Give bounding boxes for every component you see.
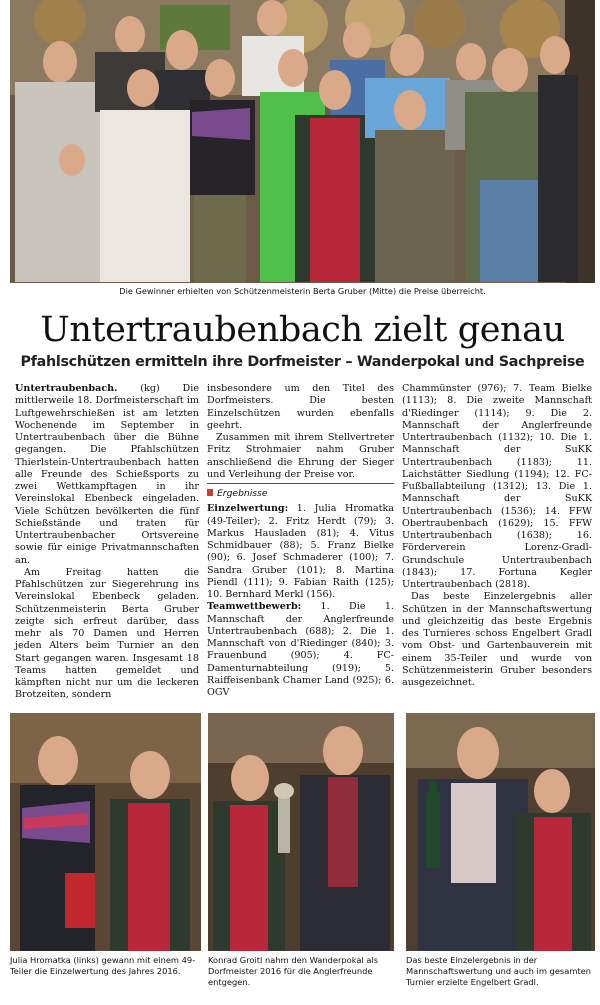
section-divider bbox=[207, 483, 394, 484]
results-label-text: Ergebnisse bbox=[217, 488, 268, 499]
top-photo-caption: Die Gewinner erhielten von Schützenmeisterin Berta Gruber (Mitte) die Preise überreicht. bbox=[119, 286, 486, 296]
caption-bottom-left: Julia Hromatka (links) gewann mit einem 49-Teiler die Einzelwertung des Jahres 2016. bbox=[10, 955, 196, 976]
headline: Untertraubenbach zielt genau bbox=[40, 310, 565, 350]
intro-text: (kg) Die mittlerweile 18. Dorfmeisterschaft im Luftgewehrschießen ist am letzten Wochenende im September in Untertraubenbach über die Bühne gegangen. Die Pfahlschützen Thierlstein-Untertraubenbach hatten alle Freunde des Schießsports zu zwei Wettkampftagen in ihr Vereinslokal Ebenbeck eingeladen. Viele Schützen bevölkerten die fünf Schießstände und traten für Untertraubenbacher Ortsvereine sowie für einige Privatmannschaften an. bbox=[15, 383, 199, 566]
results-section-label bbox=[207, 488, 394, 500]
paragraph-individual-results bbox=[207, 503, 394, 601]
photo-konrad-groitl bbox=[208, 713, 394, 951]
paragraph-awards: Zusammen mit ihrem Stellvertreter Fritz Strohmaier nahm Gruber anschließend die Ehrung der Sieger und Verleihung der Preise vor. bbox=[207, 432, 394, 480]
dateline: Untertraubenbach. bbox=[15, 383, 118, 394]
photo-julia-hromatka bbox=[10, 713, 201, 951]
article-column-1 bbox=[15, 383, 199, 702]
team-label: Teamwettbewerb: bbox=[207, 601, 302, 613]
paragraph-team-results-cont: Chammünster (976); 7. Team Bielke (1113); 8. Die zweite Mannschaft d'Riedinger (1114); 9. Die 2. Mannschaft der Anglerfreunde Untertraubenbach (1132); 10. Die 1. Mannschaft der SuKK Untertraubenbach (1183); 11. Laichstätter Siedlung (1194); 12. FC-Fußballabteilung (1312); 13. Die 1. Mannschaft der SuKK Untertraubenbach (1536); 14. FFW Obertraubenbach (1629); 15. FFW Untertraubenbach (1638); 16. Förderverein Lorenz-Gradl-Grundschule Untertraubenbach (1843); 17. Fortuna Kegler Untertraubenbach (2818). bbox=[402, 383, 592, 590]
article-column-2 bbox=[207, 383, 394, 699]
paragraph-intro bbox=[15, 383, 199, 567]
paragraph-team-results bbox=[207, 601, 394, 699]
caption-bottom-right: Das beste Einzelergebnis in der Mannschaftswertung und auch im gesamten Turnier erzielte Engelbert Gradl. bbox=[406, 955, 592, 987]
caption-bottom-middle: Konrad Groitl nahm den Wanderpokal als Dorfmeister 2016 für die Anglerfreunde entgegen. bbox=[208, 955, 379, 987]
photo-engelbert-gradl bbox=[406, 713, 595, 951]
section-marker bbox=[207, 489, 213, 496]
article-column-3 bbox=[402, 383, 592, 689]
individual-results-text: 1. Julia Hromatka (49-Teiler); 2. Fritz Herdt (79); 3. Markus Hausladen (81); 4. Vitus Schmidbauer (88); 5. Franz Bielke (90); 6. Josef Schmaderer (100); 7. Sandra Gruber (101); 8. Martina Piendl (111); 9. Fabian Raith (125); 10. Bernhard Merkl (156). bbox=[207, 503, 394, 600]
team-results-text: 1. Die 1. Mannschaft der Anglerfreunde Untertraubenbach (688); 2. Die 1. Mannschaft von d'Riedinger (840); 3. Frauenbund (905); 4. FC-Damenturnabteilung (919); 5. Raiffeisenbank Chamer Land (925); 6. OGV bbox=[207, 601, 394, 698]
individual-label: Einzelwertung: bbox=[207, 503, 289, 515]
paragraph-title-text: insbesondere um den Titel des Dorfmeisters. Die besten Einzelschützen wurden ebenfalls geehrt. bbox=[207, 383, 394, 431]
paragraph-ceremony: Am Freitag hatten die Pfahlschützen zur Siegerehrung ins Vereinslokal Ebenbeck geladen. Schützenmeisterin Berta Gruber zeigte sich erfreut darüber, dass mehr als 70 Damen und Herren jeden Alters beim Turnier an den Start gegangen waren. Insgesamt 18 Teams hatten gemeldet und kämpften nicht nur um die leckeren Brotzeiten, sondern bbox=[15, 566, 199, 701]
group-photo bbox=[10, 0, 595, 283]
subheadline: Pfahlschützen ermitteln ihre Dorfmeister – Wanderpokal und Sachpreise bbox=[20, 354, 585, 370]
paragraph-best-result: Das beste Einzelergebnis aller Schützen in der Mannschaftswertung und gleichzeitig das beste Ergebnis des Turnieres schoss Engelbert Gradl vom Obst- und Gartenbauverein mit einem 35-Teiler und wurde von Schützenmeisterin Gruber besonders ausgezeichnet. bbox=[402, 591, 592, 688]
